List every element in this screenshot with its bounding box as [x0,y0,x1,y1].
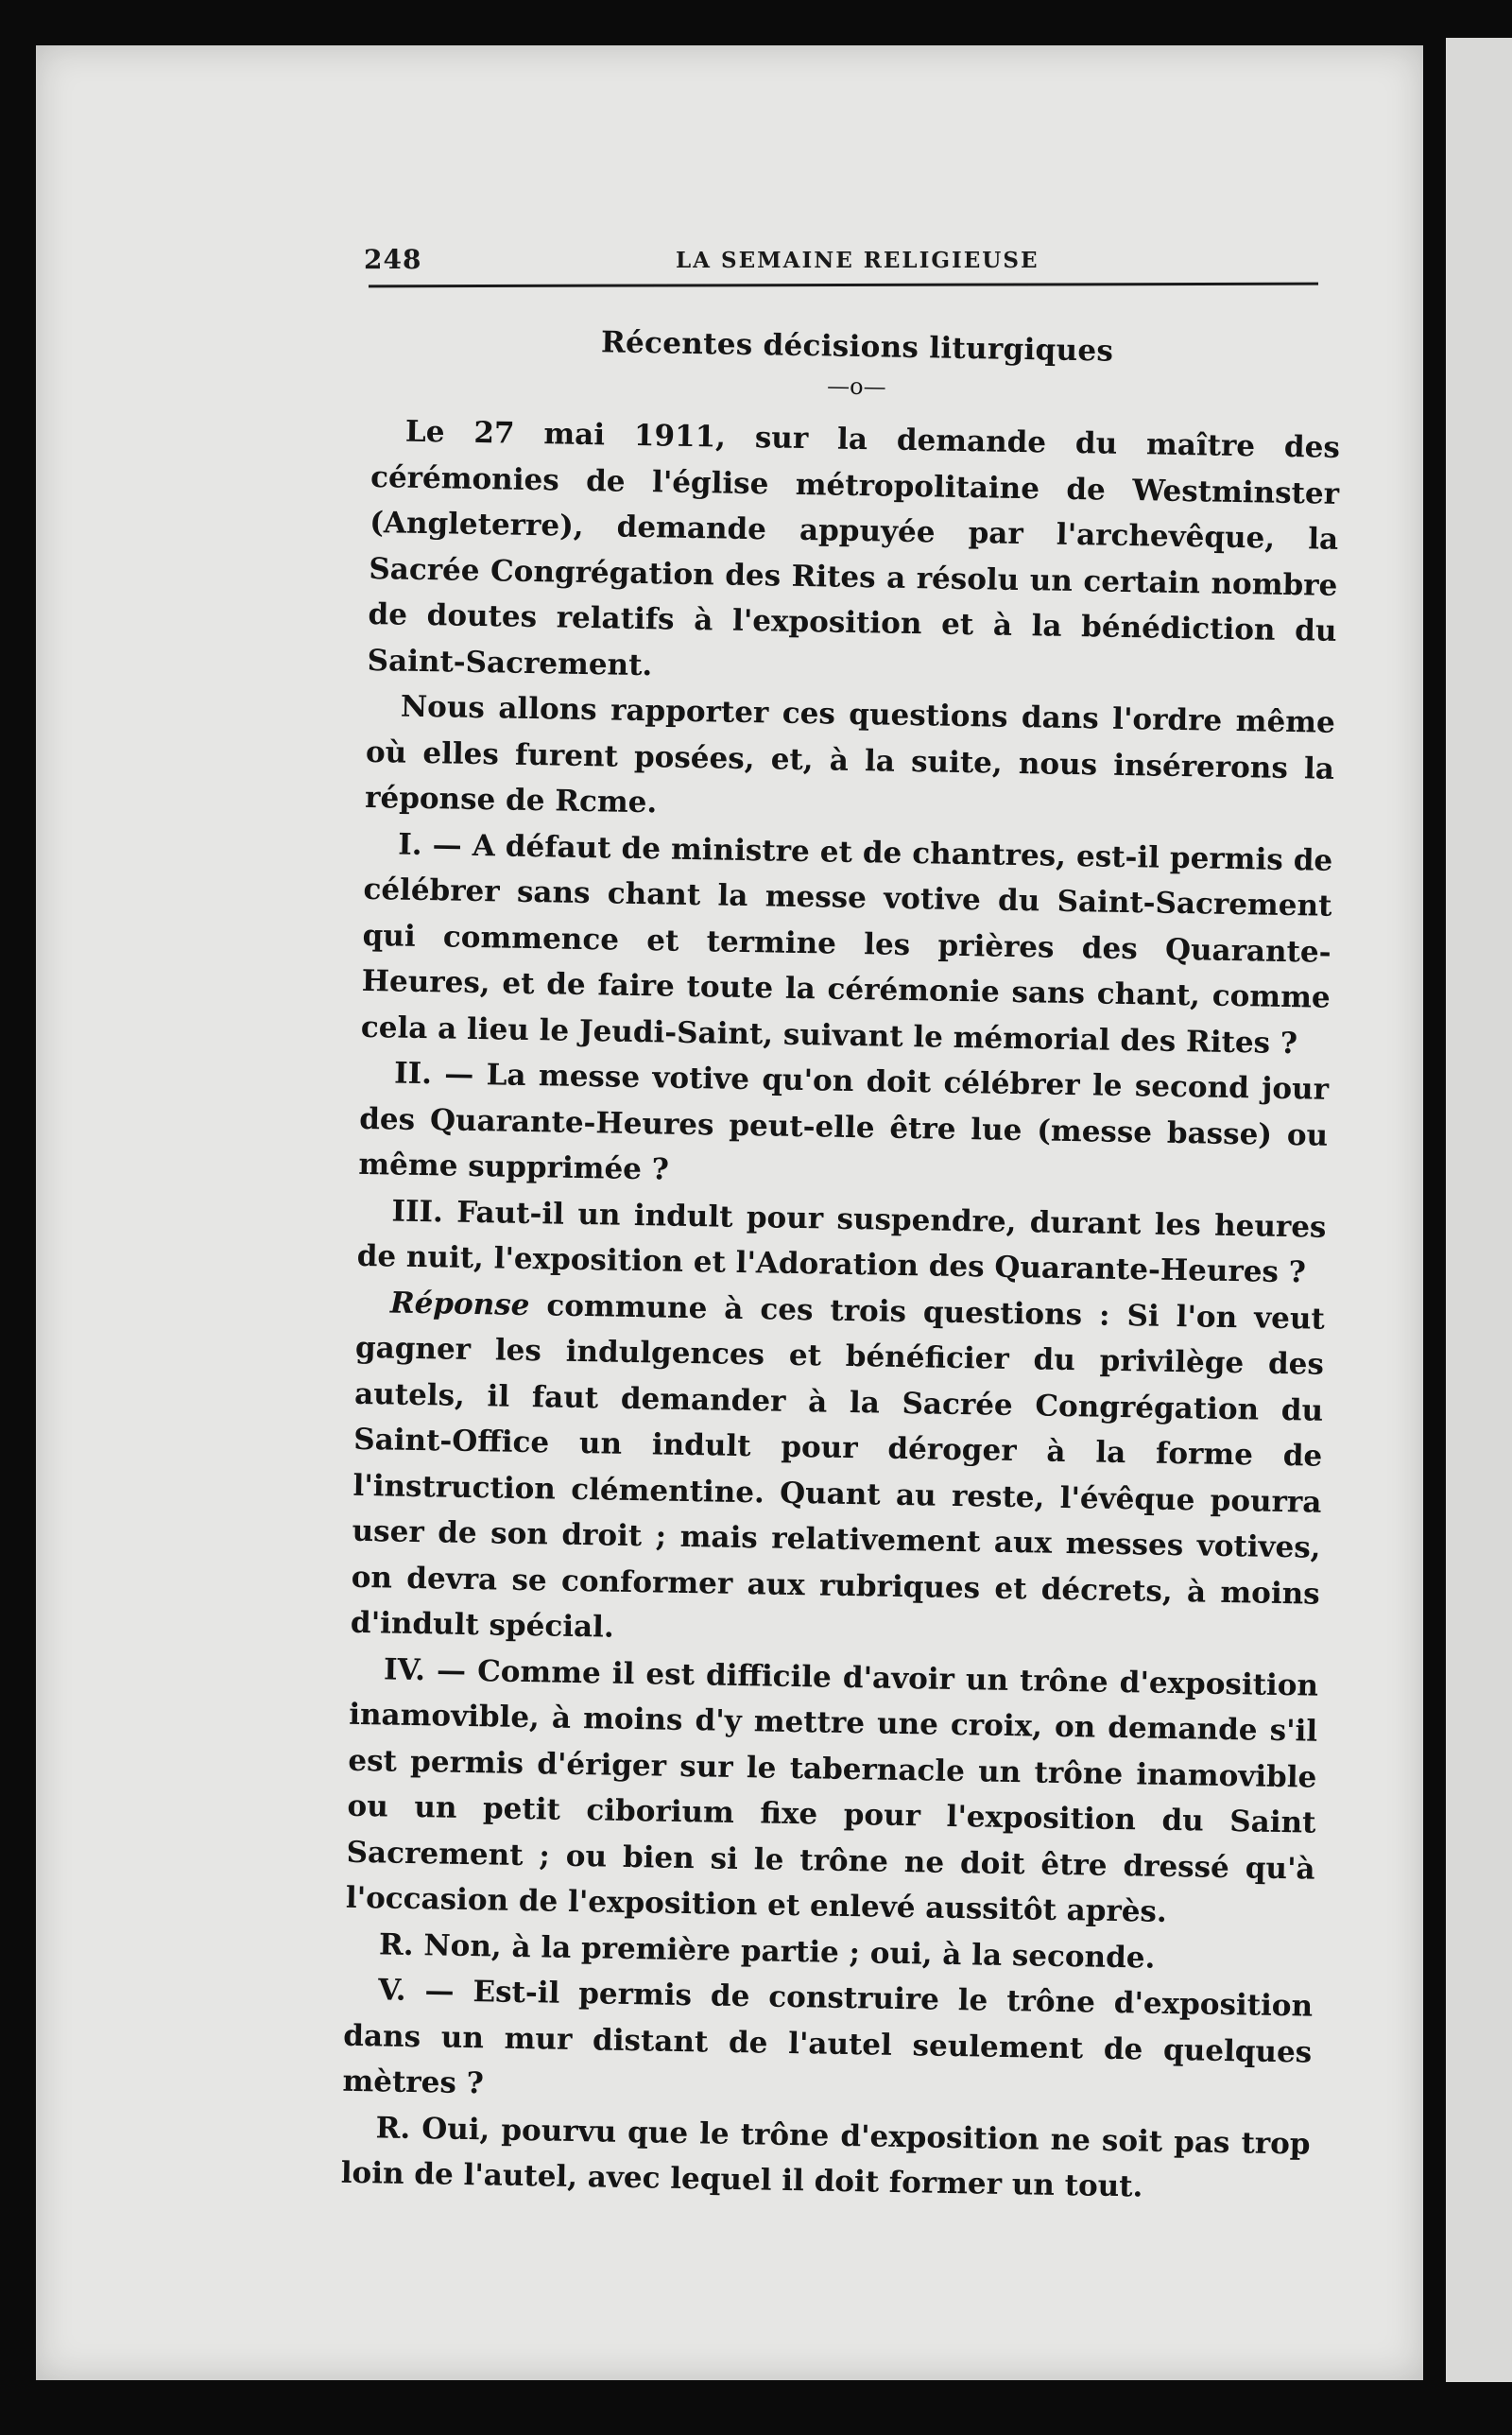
paragraph [361,820,1333,1066]
title-ornament: —o— [826,372,886,401]
article [340,321,1341,2213]
paragraph-text: I. — A défaut de ministre et de chantres, est-il permis de célébrer sans chant la messe votive du Saint-Sacrement qui commence et termine les prières des Quarante-Heures, et de faire toute la cérémonie sans chant, comme cela a lieu le Jeudi-Saint, suivant le mémorial des Rites ? [360,827,1333,1061]
paragraph-text: commune à ces trois questions : Si l'on veut gagner les indulgences et bénéficier du privilège des autels, il faut demander à la Sacrée Congrégation du Saint-Office un indult pour déroger à la forme de l'instruction clémentine. Quant au reste, l'évêque pourra user de son droit ; mais relativement aux messes votives, on devra se conformer aux rubriques et décrets, à moins d'indult spécial. [350,1287,1326,1645]
paragraph [351,1279,1326,1663]
paragraph [342,1967,1313,2121]
paragraph [358,1050,1329,1204]
paragraph-lead: Réponse [389,1285,530,1322]
paragraph [367,408,1340,700]
paragraph-text: Le 27 mai 1911, sur la demande du maître des cérémonies de l'église métropolitaine de Westminster (Angleterre), demande appuyée par l'archevêque, la Sacrée Congrégation des Rites a résolu un certain nombre de doutes relatifs à l'exposition et à la bénédiction du Saint-Sacrement. [367,414,1341,682]
article-title: Récentes décisions liturgiques [600,325,1114,369]
paragraph [365,683,1335,838]
paragraph [340,2104,1311,2213]
paragraph-text: IV. — Comme il est difficile d'avoir un trône d'exposition inamovible, à moins d'y mettre une croix, on demande s'il est permis d'ériger sur le tabernacle un trône inamovible ou un petit ciborium fixe pour l'exposition du Saint Sacrement ; ou bien si le trône ne doit être dressé qu'à l'occasion de l'exposition et enlevé aussitôt après. [345,1651,1319,1929]
paragraph-text: V. — Est-il permis de construire le trône d'exposition dans un mur distant de l'autel seulement de quelques mètres ? [342,1973,1314,2101]
page-number: 248 [364,244,422,275]
paragraph-text: II. — La messe votive qu'on doit célébrer le second jour des Quarante-Heures peut-elle être lue (messe basse) ou même supprimée ? [358,1056,1330,1187]
paragraph-text: Nous allons rapporter ces questions dans l'ordre même où elles furent posées, et, à la suite, nous insérerons la réponse de Rcme. [364,689,1336,820]
paragraph [356,1187,1327,1296]
adjacent-page-edge [1446,38,1512,2382]
paragraph-text: R. Non, à la première partie ; oui, à la seconde. [378,1926,1156,1976]
paragraph-text: R. Oui, pourvu que le trône d'exposition ne soit pas trop loin de l'autel, avec lequel il doit former un tout. [340,2110,1311,2204]
page-header [364,244,1323,282]
paragraph-text: III. Faut-il un indult pour suspendre, durant les heures de nuit, l'exposition et l'Adoration des Quarante-Heures ? [356,1193,1327,1290]
paragraph [345,1646,1318,1938]
running-title: LA SEMAINE RELIGIEUSE [676,248,1040,273]
